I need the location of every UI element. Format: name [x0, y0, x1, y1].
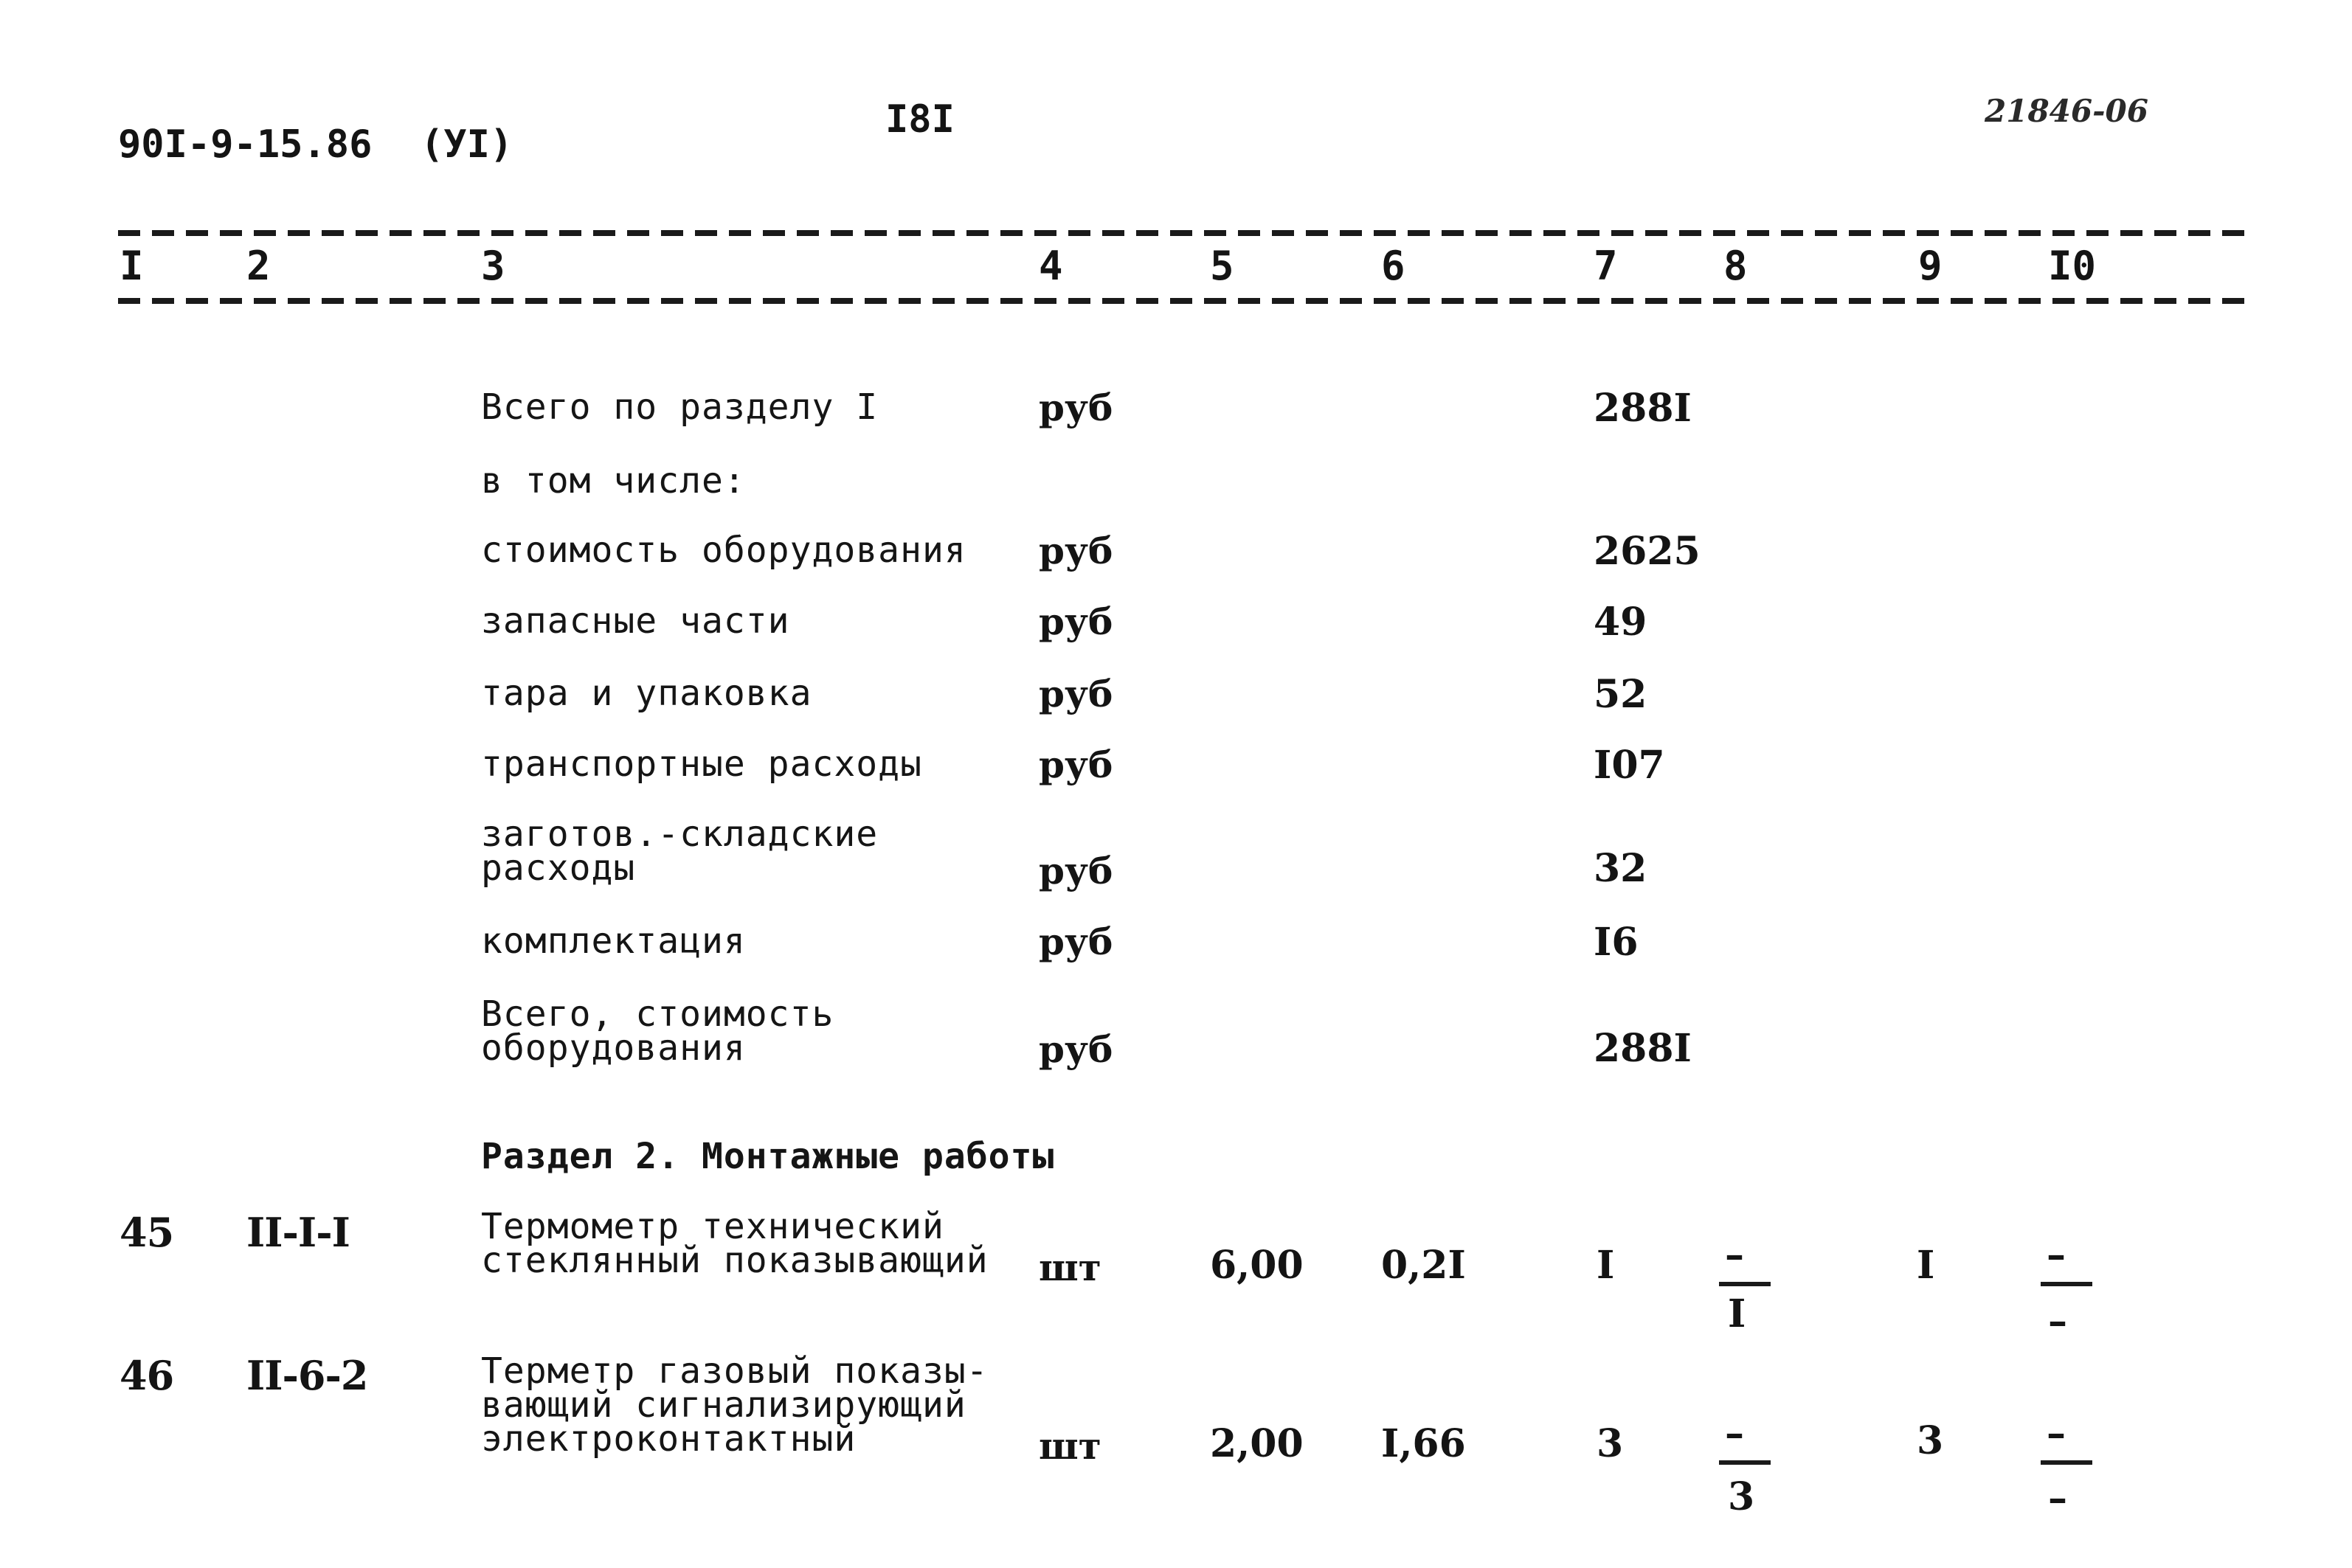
column-number-5: 5: [1210, 243, 1234, 289]
item-code: II-6-2: [246, 1352, 368, 1399]
summary-row-name: в том числе:: [481, 460, 746, 502]
item-col5: 2,00: [1210, 1421, 1304, 1466]
summary-row-name: Всего, стоимость оборудования: [481, 993, 834, 1069]
summary-row-unit: руб: [1039, 743, 1113, 786]
item-col7: 3: [1597, 1421, 1624, 1466]
item-col6: 0,2I: [1381, 1243, 1466, 1288]
column-number-1: I: [120, 243, 144, 289]
summary-row-value: 288I: [1594, 1026, 1692, 1071]
summary-row-unit: руб: [1039, 600, 1113, 643]
summary-row-value: 2625: [1594, 529, 1701, 574]
item-col10-numerator: –: [2047, 1232, 2066, 1277]
summary-row-unit: руб: [1039, 386, 1113, 429]
summary-row-name: заготов.-складские расходы: [481, 814, 879, 889]
item-col8-denominator: I: [1728, 1291, 1746, 1336]
summary-row-name: комплектация: [481, 920, 746, 962]
item-number: 46: [120, 1352, 174, 1399]
header-rule-bottom: [118, 298, 2250, 304]
doc-code: 90I-9-15.86: [118, 122, 373, 167]
column-number-7: 7: [1594, 243, 1618, 289]
item-col9: I: [1917, 1243, 1935, 1288]
summary-row-name: транспортные расходы: [481, 743, 922, 785]
item-col10-fraction-bar: [2041, 1460, 2092, 1465]
item-col7: I: [1597, 1243, 1615, 1288]
summary-row-name: стоимость оборудования: [481, 530, 966, 571]
item-col9: 3: [1917, 1418, 1944, 1463]
summary-row-value: 52: [1594, 672, 1647, 717]
item-unit: шт: [1039, 1246, 1101, 1289]
item-col8-numerator: –: [1725, 1411, 1744, 1456]
summary-row-unit: руб: [1039, 672, 1113, 715]
item-name: Терметр газовый показы- вающий сигнализирующий электроконтактный: [481, 1350, 989, 1460]
section-title: Раздел 2. Монтажные работы: [481, 1136, 1055, 1177]
summary-row-unit: руб: [1039, 849, 1113, 892]
item-name: Термометр технический стеклянный показывающий: [481, 1206, 989, 1281]
summary-row-value: I07: [1594, 743, 1665, 788]
item-col8-fraction-bar: [1719, 1460, 1771, 1465]
summary-row-value: 288I: [1594, 386, 1692, 431]
summary-row-value: 32: [1594, 846, 1647, 891]
summary-row-name: запасные части: [481, 600, 790, 642]
item-col5: 6,00: [1210, 1243, 1304, 1288]
column-number-4: 4: [1039, 243, 1063, 289]
summary-row-unit: руб: [1039, 920, 1113, 963]
handwritten-reference: 21846-06: [1985, 93, 2148, 129]
column-number-9: 9: [1918, 243, 1943, 289]
column-number-10: I0: [2048, 243, 2097, 289]
item-col10-denominator: –: [2048, 1299, 2067, 1344]
item-col10-denominator: –: [2048, 1476, 2067, 1521]
item-col6: I,66: [1381, 1421, 1466, 1466]
header-rule-top: [118, 230, 2250, 236]
item-col10-numerator: –: [2047, 1411, 2066, 1456]
section-mark: (УI): [421, 122, 513, 167]
item-number: 45: [120, 1209, 174, 1256]
summary-row-name: тара и упаковка: [481, 673, 812, 714]
item-col10-fraction-bar: [2041, 1282, 2092, 1286]
item-col8-numerator: –: [1725, 1232, 1744, 1277]
summary-row-value: I6: [1594, 920, 1639, 965]
item-unit: шт: [1039, 1424, 1101, 1468]
summary-row-value: 49: [1594, 600, 1647, 645]
item-col8-fraction-bar: [1719, 1282, 1771, 1286]
item-code: II-I-I: [246, 1209, 350, 1256]
column-number-2: 2: [246, 243, 271, 289]
page-number: I8I: [885, 97, 955, 142]
column-number-3: 3: [481, 243, 505, 289]
summary-row-unit: руб: [1039, 529, 1113, 572]
column-number-8: 8: [1723, 243, 1748, 289]
summary-row-name: Всего по разделу I: [481, 386, 879, 428]
item-col8-denominator: 3: [1728, 1474, 1755, 1519]
column-number-6: 6: [1381, 243, 1405, 289]
summary-row-unit: руб: [1039, 1027, 1113, 1071]
